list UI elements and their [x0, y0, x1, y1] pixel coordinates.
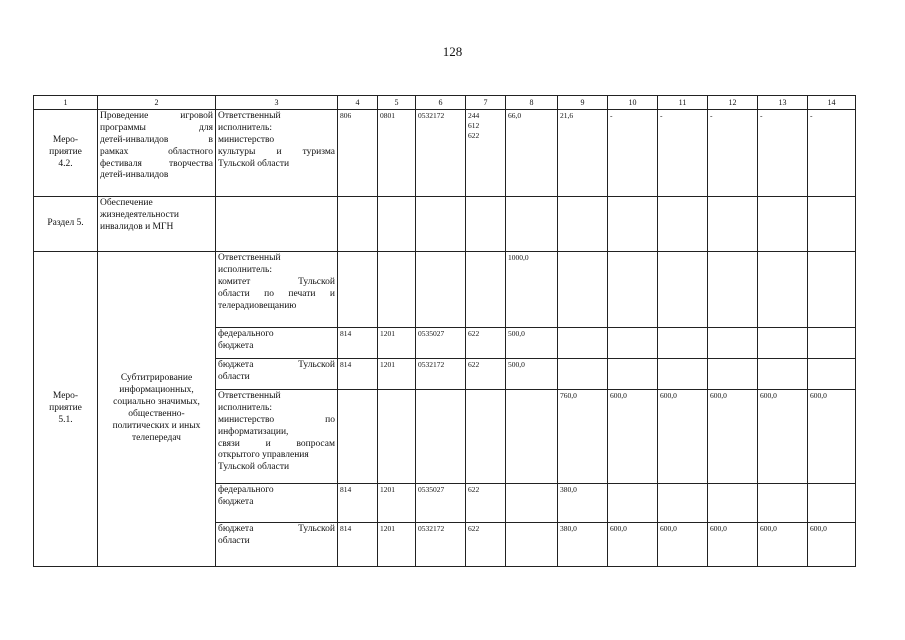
executor-cell: Ответственный исполнитель: министерство по информатизации, связи и вопросам открытого управления Тульской области — [216, 390, 338, 484]
cell-c12: 600,0 — [708, 390, 758, 484]
cell-c6: 0532172 — [416, 523, 466, 567]
empty-cell — [416, 197, 466, 252]
cell-c8: 500,0 — [506, 359, 558, 390]
cell-c14 — [808, 252, 856, 328]
cell-c5 — [378, 390, 416, 484]
cell-c7: 622 — [466, 523, 506, 567]
cell-c10: 600,0 — [608, 390, 658, 484]
cell-c7 — [466, 390, 506, 484]
cell-c11: - — [658, 110, 708, 197]
empty-cell — [378, 197, 416, 252]
measure-label: Меро- приятие 5.1. — [34, 252, 98, 567]
cell-c12 — [708, 328, 758, 359]
empty-cell — [338, 197, 378, 252]
cell-c9: 760,0 — [558, 390, 608, 484]
cell-c11 — [658, 252, 708, 328]
cell-c7: 244 612 622 — [466, 110, 506, 197]
cell-c8 — [506, 523, 558, 567]
cell-c12 — [708, 252, 758, 328]
cell-c13: 600,0 — [758, 390, 808, 484]
cell-c5: 1201 — [378, 523, 416, 567]
cell-c6 — [416, 252, 466, 328]
cell-c10: 600,0 — [608, 523, 658, 567]
header-cell: 14 — [808, 96, 856, 110]
cell-c13: 600,0 — [758, 523, 808, 567]
cell-c7: 622 — [466, 484, 506, 523]
cell-c4: 806 — [338, 110, 378, 197]
cell-c6: 0532172 — [416, 359, 466, 390]
empty-cell — [558, 197, 608, 252]
cell-c14 — [808, 484, 856, 523]
cell-c6 — [416, 390, 466, 484]
cell-c12 — [708, 359, 758, 390]
section-label: Раздел 5. — [34, 197, 98, 252]
cell-c12: - — [708, 110, 758, 197]
cell-c4: 814 — [338, 328, 378, 359]
cell-c9 — [558, 359, 608, 390]
header-cell: 4 — [338, 96, 378, 110]
measure-title: Субтитрирование информационных, социально значимых, общественно-политических и иных телепередач — [98, 252, 216, 567]
cell-c11 — [658, 359, 708, 390]
cell-c14 — [808, 359, 856, 390]
cell-c8: 66,0 — [506, 110, 558, 197]
cell-c10 — [608, 328, 658, 359]
cell-c14: - — [808, 110, 856, 197]
cell-c9 — [558, 328, 608, 359]
cell-c9: 380,0 — [558, 523, 608, 567]
measure-title: Проведение игровой программы для детей-инвалидов в рамках областного фестиваля творчества детей-инвалидов — [98, 110, 216, 197]
cell-c8: 500,0 — [506, 328, 558, 359]
section-title: Обеспечение жизнедеятельности инвалидов и МГН — [98, 197, 216, 252]
cell-c8 — [506, 390, 558, 484]
cell-c4 — [338, 390, 378, 484]
cell-c6: 0535027 — [416, 484, 466, 523]
cell-c12: 600,0 — [708, 523, 758, 567]
cell-c4: 814 — [338, 359, 378, 390]
cell-c11 — [658, 328, 708, 359]
cell-c13 — [758, 484, 808, 523]
cell-c12 — [708, 484, 758, 523]
header-cell: 8 — [506, 96, 558, 110]
table-row — [34, 110, 856, 197]
empty-cell — [708, 197, 758, 252]
cell-c8: 1000,0 — [506, 252, 558, 328]
cell-c11: 600,0 — [658, 523, 708, 567]
header-cell: 10 — [608, 96, 658, 110]
table-row — [34, 197, 856, 252]
cell-c4: 814 — [338, 523, 378, 567]
measure-label: Меро- приятие 4.2. — [34, 110, 98, 197]
cell-c11: 600,0 — [658, 390, 708, 484]
header-cell: 11 — [658, 96, 708, 110]
cell-c10 — [608, 359, 658, 390]
cell-c7: 622 — [466, 328, 506, 359]
cell-c6: 0532172 — [416, 110, 466, 197]
header-row — [34, 96, 856, 110]
empty-cell — [216, 197, 338, 252]
cell-c14: 600,0 — [808, 523, 856, 567]
executor-cell: бюджета Тульской области — [216, 359, 338, 390]
cell-c5 — [378, 252, 416, 328]
cell-c5: 1201 — [378, 484, 416, 523]
cell-c5: 1201 — [378, 359, 416, 390]
header-cell: 7 — [466, 96, 506, 110]
empty-cell — [808, 197, 856, 252]
executor-cell: Ответственный исполнитель: министерство культуры и туризма Тульской области — [216, 110, 338, 197]
table-row — [34, 252, 856, 328]
empty-cell — [758, 197, 808, 252]
cell-c10 — [608, 484, 658, 523]
cell-c4 — [338, 252, 378, 328]
cell-c6: 0535027 — [416, 328, 466, 359]
header-cell: 3 — [216, 96, 338, 110]
header-cell: 13 — [758, 96, 808, 110]
cell-c5: 1201 — [378, 328, 416, 359]
cell-c5: 0801 — [378, 110, 416, 197]
cell-c14 — [808, 328, 856, 359]
executor-cell: федерального бюджета — [216, 328, 338, 359]
cell-c13: - — [758, 110, 808, 197]
cell-c7: 622 — [466, 359, 506, 390]
cell-c9: 380,0 — [558, 484, 608, 523]
cell-c10 — [608, 252, 658, 328]
cell-c9 — [558, 252, 608, 328]
executor-cell: Ответственный исполнитель: комитет Тульской области по печати и телерадиовещанию — [216, 252, 338, 328]
cell-c8 — [506, 484, 558, 523]
page-number: 128 — [442, 44, 463, 59]
cell-c10: - — [608, 110, 658, 197]
header-cell: 5 — [378, 96, 416, 110]
cell-c7 — [466, 252, 506, 328]
cell-c9: 21,6 — [558, 110, 608, 197]
cell-c11 — [658, 484, 708, 523]
empty-cell — [506, 197, 558, 252]
header-cell: 12 — [708, 96, 758, 110]
budget-table — [33, 95, 856, 567]
executor-cell: федерального бюджета — [216, 484, 338, 523]
header-cell: 1 — [34, 96, 98, 110]
header-cell: 6 — [416, 96, 466, 110]
empty-cell — [608, 197, 658, 252]
executor-cell: бюджета Тульской области — [216, 523, 338, 567]
cell-c4: 814 — [338, 484, 378, 523]
header-cell: 2 — [98, 96, 216, 110]
cell-c14: 600,0 — [808, 390, 856, 484]
cell-c13 — [758, 328, 808, 359]
cell-c13 — [758, 359, 808, 390]
cell-c13 — [758, 252, 808, 328]
empty-cell — [466, 197, 506, 252]
empty-cell — [658, 197, 708, 252]
header-cell: 9 — [558, 96, 608, 110]
